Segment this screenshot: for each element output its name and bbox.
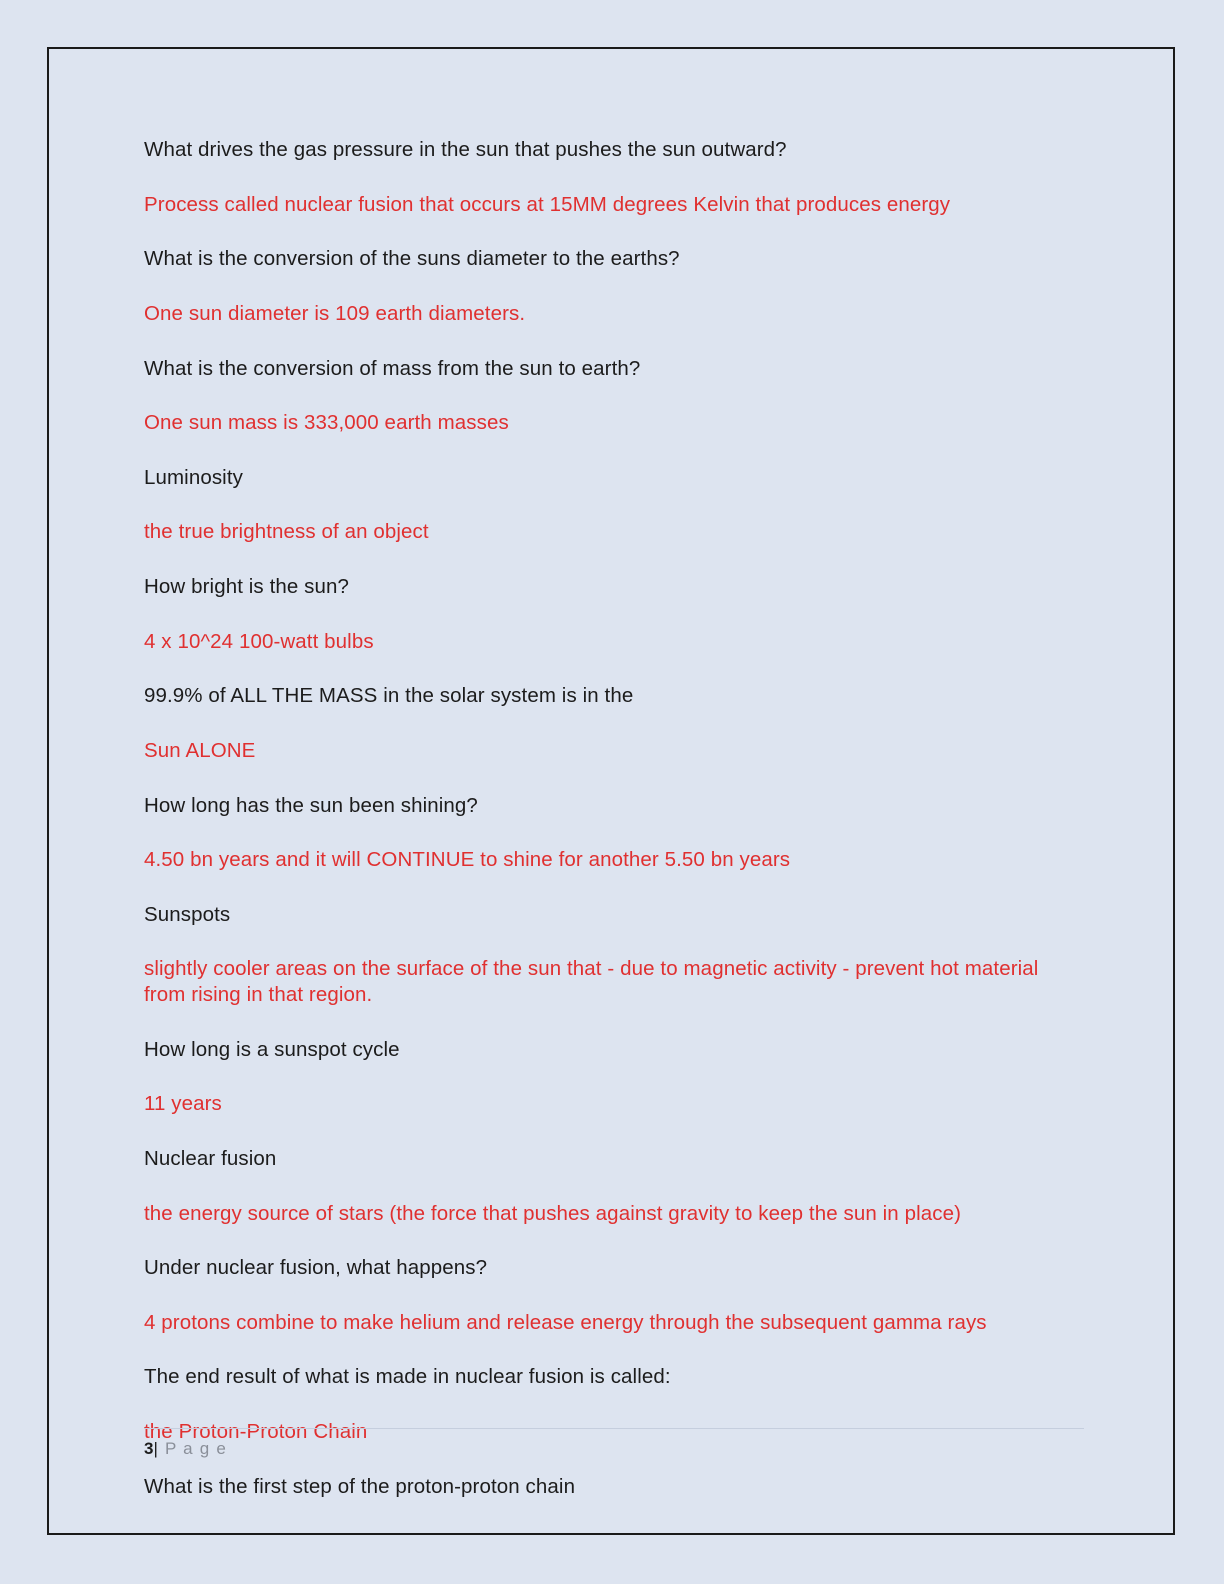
page-number-separator: | [153,1439,160,1458]
qa-line-question: Under nuclear fusion, what happens? [144,1256,488,1280]
document-page [47,47,1175,1535]
qa-line-question: How long is a sunspot cycle [144,1037,400,1061]
qa-line-answer: Process called nuclear fusion that occurs at 15MM degrees Kelvin that produces energy [144,192,951,216]
qa-line-answer: One sun mass is 333,000 earth masses [144,411,509,435]
qa-line-question: What is the first step of the proton-proton chain [144,1474,576,1498]
document-body [144,137,1084,1528]
qa-line-question: The end result of what is made in nuclear fusion is called: [144,1365,671,1389]
qa-line-answer: 4 protons combine to make helium and release energy through the subsequent gamma rays [144,1310,987,1334]
qa-line-answer: Sun ALONE [144,738,256,762]
qa-line-question: Nuclear fusion [144,1146,277,1170]
page-number-label [144,1439,1084,1459]
qa-line-answer: 4.50 bn years and it will CONTINUE to shine for another 5.50 bn years [144,848,791,872]
qa-line-question: How bright is the sun? [144,575,350,598]
qa-line-question: What is the conversion of the suns diameter to the earths? [144,247,680,271]
qa-line-question: Sunspots [144,902,231,926]
qa-line-question: 99.9% of ALL THE MASS in the solar system is in the [144,684,634,708]
qa-line-question: Luminosity [144,465,243,489]
qa-line-question: What is the conversion of mass from the sun to earth? [144,356,641,380]
qa-line-answer: 4 x 10^24 100-watt bulbs [144,629,374,653]
qa-line-answer: 11 years [144,1092,222,1116]
qa-line-question: How long has the sun been shining? [144,793,478,817]
qa-line-answer: the Proton-Proton Chain [144,1420,368,1443]
qa-line-answer: slightly cooler areas on the surface of the sun that - due to magnetic activity - prevent hot material from rising in that region. [144,957,1039,1006]
qa-line-question: What drives the gas pressure in the sun that pushes the sun outward? [144,138,787,161]
page-footer [144,1428,1084,1459]
qa-line-answer: the true brightness of an object [144,520,429,544]
qa-line-answer: One sun diameter is 109 earth diameters. [144,301,526,325]
page-number: 3 [144,1439,154,1458]
qa-line-answer: the energy source of stars (the force that pushes against gravity to keep the sun in place) [144,1201,962,1225]
page-word: P a g e [165,1439,227,1458]
